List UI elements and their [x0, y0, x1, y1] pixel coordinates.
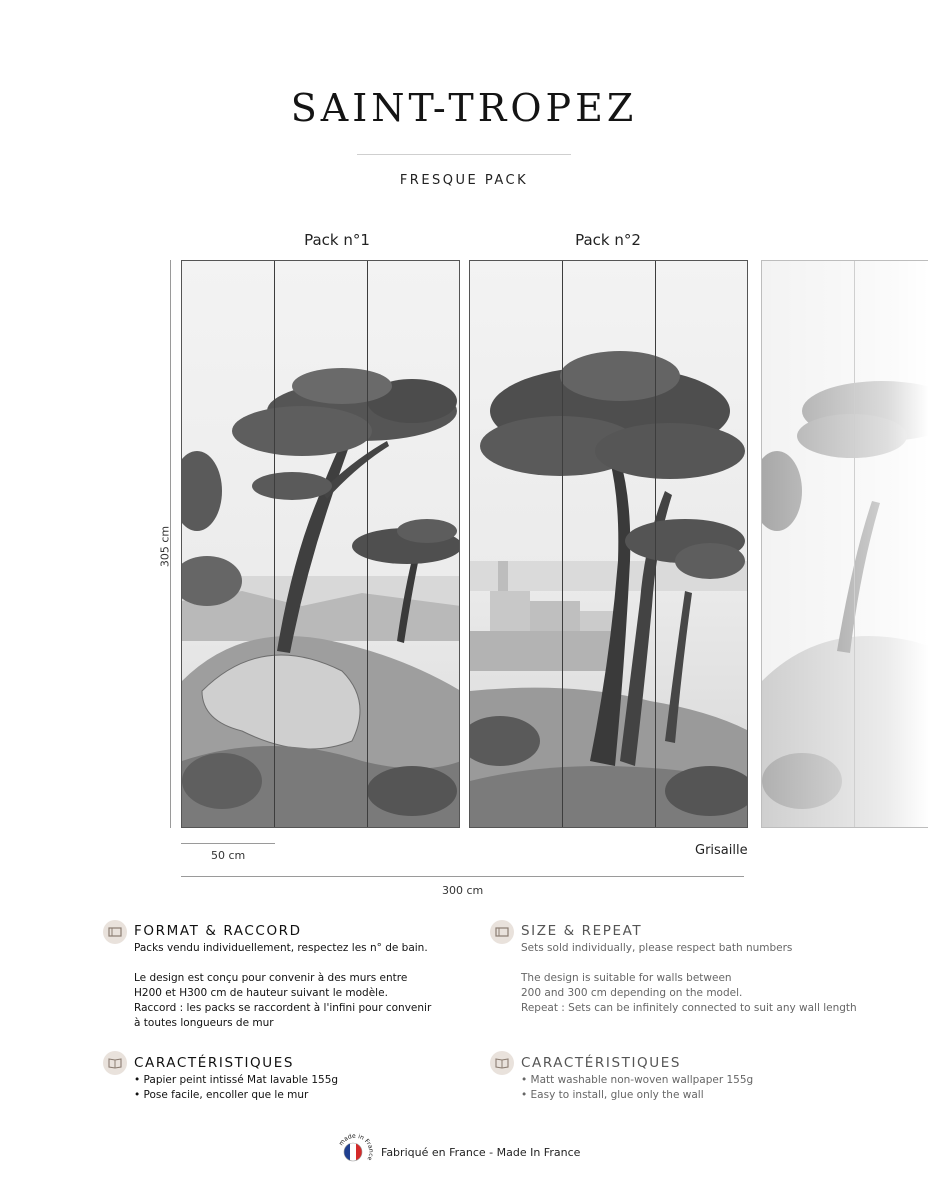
format-en-title: SIZE & REPEAT — [521, 923, 643, 939]
format-fr-title: FORMAT & RACCORD — [134, 923, 302, 939]
pack-2-label: Pack n°2 — [575, 231, 641, 249]
colorway-label: Grisaille — [695, 843, 748, 858]
format-fr-description: Le design est conçu pour convenir à des murs entre H200 et H300 cm de hauteur suivant le modèle. Raccord : les packs se raccordent à l'infini pour convenir à toutes longueurs de mur — [134, 972, 432, 1029]
pack-3-faded-mural-image — [761, 260, 928, 828]
pack-2-mural-image — [469, 260, 748, 828]
panel-width-label: 50 cm — [211, 849, 246, 862]
total-width-label: 300 cm — [442, 884, 484, 897]
panel-seam — [274, 261, 275, 827]
specs-en-list: • Matt washable non-woven wallpaper 155g • Easy to install, glue only the wall — [521, 1074, 754, 1101]
panel-seam — [854, 261, 855, 827]
page-subtitle: FRESQUE PACK — [399, 173, 529, 188]
total-width-line — [181, 876, 744, 877]
book-icon — [490, 1051, 514, 1075]
panel-seam — [562, 261, 563, 827]
made-in-france-text: Fabriqué en France - Made In France — [381, 1146, 581, 1159]
page-title: SAINT-TROPEZ — [290, 86, 638, 130]
badge-text: made in France — [337, 1132, 375, 1162]
wallpaper-roll-icon — [103, 920, 127, 944]
panel-width-line — [181, 843, 275, 844]
format-en-line1: Sets sold individually, please respect bath numbers — [521, 942, 793, 954]
panel-seam — [367, 261, 368, 827]
height-label: 305 cm — [158, 525, 172, 568]
wallpaper-roll-icon — [490, 920, 514, 944]
title-divider — [357, 154, 571, 155]
book-icon — [103, 1051, 127, 1075]
pack-1-mural-image — [181, 260, 460, 828]
specs-fr-title: CARACTÉRISTIQUES — [134, 1055, 295, 1071]
specs-en-title: CARACTÉRISTIQUES — [521, 1055, 682, 1071]
made-in-france-badge — [336, 1132, 376, 1172]
pack-1-label: Pack n°1 — [304, 231, 370, 249]
format-fr-line1: Packs vendu individuellement, respectez les n° de bain. — [134, 942, 428, 954]
specs-fr-list: • Papier peint intissé Mat lavable 155g • Pose facile, encoller que le mur — [134, 1074, 339, 1101]
panel-seam — [655, 261, 656, 827]
format-en-description: The design is suitable for walls between 200 and 300 cm depending on the model. Repeat : Sets can be infinitely connected to suit any wall length — [521, 972, 857, 1014]
